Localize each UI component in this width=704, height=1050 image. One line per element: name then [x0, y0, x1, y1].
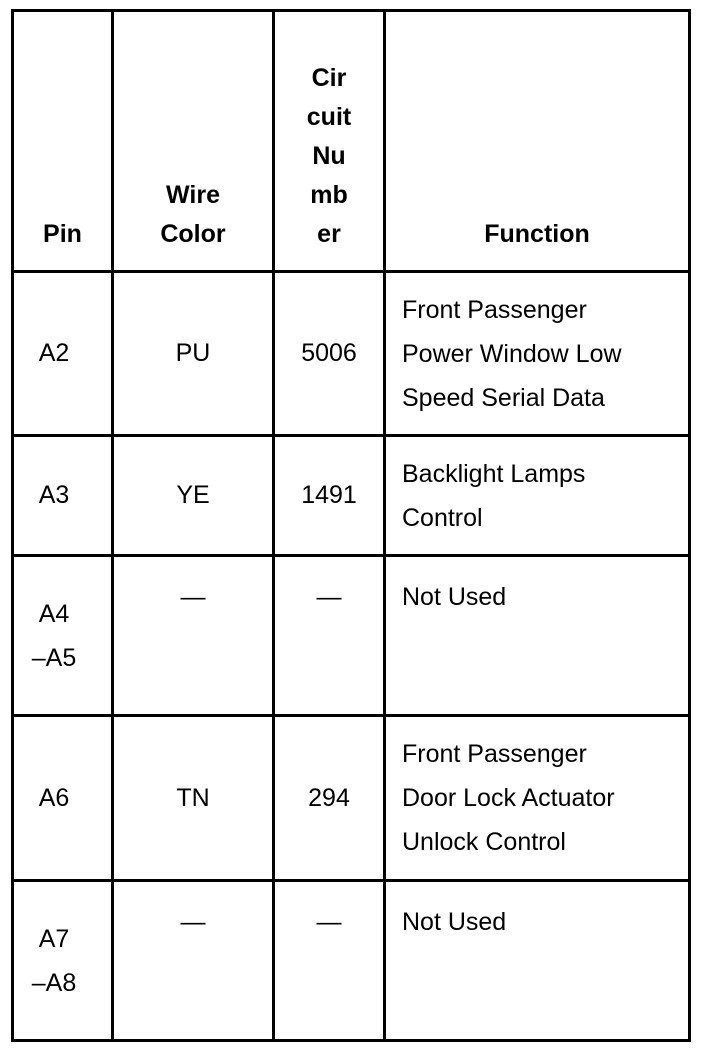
wire-color-cell: YE	[176, 481, 210, 509]
circuit-cell: 1491	[301, 481, 357, 509]
function-cell: Not Used	[402, 908, 507, 936]
wire-color-cell: PU	[175, 339, 211, 367]
pin-cell: A3	[38, 481, 70, 509]
pin-cell: A6	[38, 783, 70, 812]
circuit-cell: —	[316, 582, 342, 611]
circuit-cell: —	[316, 907, 342, 936]
table-border-right	[688, 9, 691, 1042]
connector-pinout-table	[11, 9, 691, 1042]
header-circuit-number: Cir cuit Nu mb er	[306, 64, 352, 248]
pin-cell: A4 –A5	[31, 599, 77, 672]
circuit-cell: 5006	[301, 339, 357, 367]
function-cell: Front Passenger Door Lock Actuator Unlock Control	[402, 740, 615, 856]
wire-color-cell: —	[180, 582, 206, 611]
function-cell: Backlight Lamps Control	[402, 459, 586, 532]
function-cell: Front Passenger Power Window Low Speed Serial Data	[402, 295, 622, 412]
header-wire-color: Wire Color	[160, 181, 226, 248]
circuit-cell: 294	[308, 783, 350, 812]
pin-cell: A7 –A8	[31, 924, 77, 997]
pin-cell: A2	[38, 339, 70, 367]
wire-color-cell: —	[180, 907, 206, 936]
header-pin: Pin	[43, 220, 82, 248]
function-cell: Not Used	[402, 583, 507, 611]
header-function: Function	[484, 220, 590, 248]
table-border-bottom	[11, 1039, 691, 1042]
wire-color-cell: TN	[176, 783, 210, 812]
